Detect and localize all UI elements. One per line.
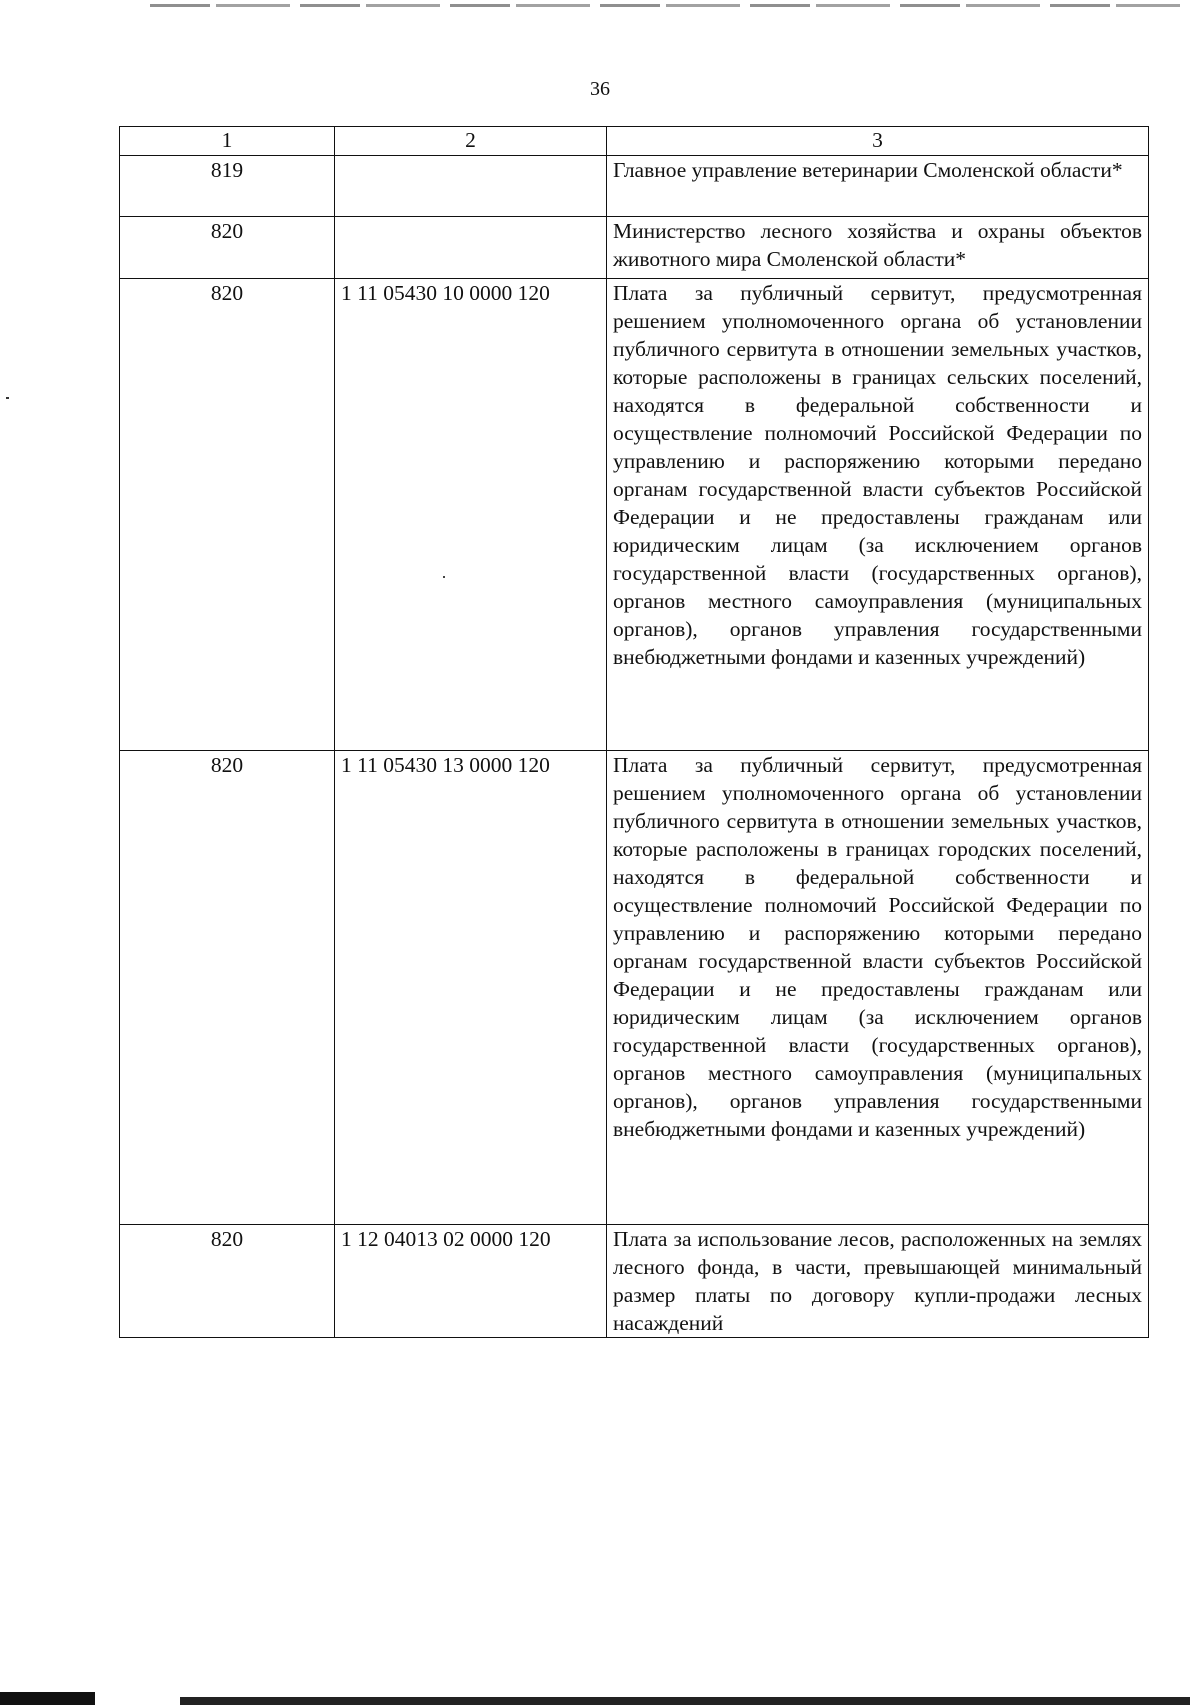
page-number: 36: [590, 78, 610, 100]
table-row: [120, 751, 1149, 1225]
administrator-code: 820: [120, 279, 335, 751]
row-description: Плата за публичный сервитут, предусмотренная решением уполномоченного органа об установлении публичного сервитута в отношении земельных участков, которые расположены в границах городских поселений, находятся в федеральной собственности и осуществление полномочий Российской Федерации по управлению и распоряжению которыми передано органам государственной власти субъектов Российской Федерации и не предоставлены гражданам или юридическим лицам (за исключением органов государственной власти (государственных органов), органов местного самоуправления (муниципальных органов), органов управления государственными внебюджетными фондами и казенных учреждений): [607, 751, 1149, 1225]
administrator-code: 820: [120, 751, 335, 1225]
budget-classification-code: 1 11 05430 13 0000 120: [335, 751, 607, 1225]
table-row: [120, 1225, 1149, 1338]
column-header: 1: [120, 127, 335, 156]
table-row: [120, 279, 1149, 751]
budget-classification-code: 1 11 05430 10 0000 120: [335, 279, 607, 751]
column-header: 3: [607, 127, 1149, 156]
administrator-code: 820: [120, 1225, 335, 1338]
table-row: [120, 217, 1149, 279]
row-description: Министерство лесного хозяйства и охраны объектов животного мира Смоленской области*: [607, 217, 1149, 279]
table-row: [120, 156, 1149, 217]
budget-classification-code: [335, 156, 607, 217]
scan-artifact-top: [150, 4, 1180, 7]
administrator-code: 819: [120, 156, 335, 217]
scan-artifact-bottom: [0, 1692, 1200, 1705]
administrator-code: 820: [120, 217, 335, 279]
row-description: Главное управление ветеринарии Смоленской области*: [607, 156, 1149, 217]
column-header: 2: [335, 127, 607, 156]
table-header-row: [120, 127, 1149, 156]
row-description: Плата за публичный сервитут, предусмотренная решением уполномоченного органа об установлении публичного сервитута в отношении земельных участков, которые расположены в границах сельских поселений, находятся в федеральной собственности и осуществление полномочий Российской Федерации по управлению и распоряжению которыми передано органам государственной власти субъектов Российской Федерации и не предоставлены гражданам или юридическим лицам (за исключением органов государственной власти (государственных органов), органов местного самоуправления (муниципальных органов), органов управления государственными внебюджетными фондами и казенных учреждений): [607, 279, 1149, 751]
row-description: Плата за использование лесов, расположенных на землях лесного фонда, в части, превышающей минимальный размер платы по договору купли-продажи лесных насаждений: [607, 1225, 1149, 1338]
budget-classification-code: [335, 217, 607, 279]
scan-speck: [6, 397, 9, 399]
budget-classification-code: 1 12 04013 02 0000 120: [335, 1225, 607, 1338]
budget-codes-table: [119, 126, 1149, 1338]
